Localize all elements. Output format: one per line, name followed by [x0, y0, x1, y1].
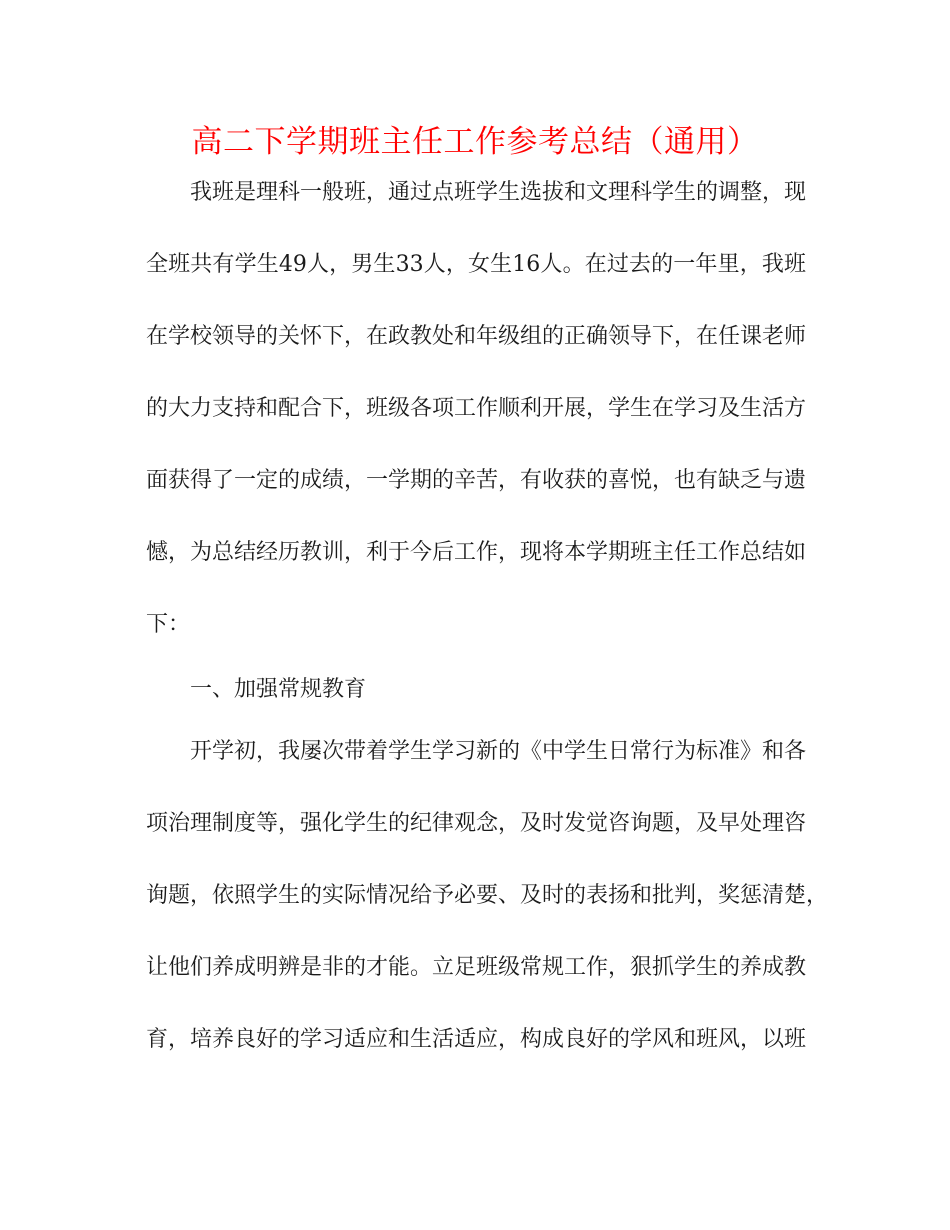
paragraph-line: 我班是理科一般班，通过点班学生选拔和文理科学生的调整，现 [190, 180, 807, 205]
paragraph-line: 育，培养良好的学习适应和生活适应，构成良好的学风和班风，以班 [146, 1027, 807, 1052]
document-title: 高二下学期班主任工作参考总结（通用） [191, 124, 759, 160]
paragraph-line: 面获得了一定的成绩，一学期的辛苦，有收获的喜悦，也有缺乏与遗 [146, 468, 807, 493]
paragraph-line: 开学初，我屡次带着学生学习新的《中学生日常行为标准》和各 [190, 739, 807, 764]
paragraph-line: 项治理制度等，强化学生的纪律观念，及时发觉咨询题，及早处理咨 [146, 811, 807, 836]
paragraph-line: 下： [146, 612, 191, 637]
paragraph-line: 让他们养成明辨是非的才能。立足班级常规工作，狠抓学生的养成教 [146, 955, 807, 980]
section-heading: 一、加强常规教育 [190, 677, 367, 702]
paragraph-line: 的大力支持和配合下，班级各项工作顺利开展，学生在学习及生活方 [146, 396, 807, 421]
paragraph-line: 在学校领导的关怀下，在政教处和年级组的正确领导下，在任课老师 [146, 324, 807, 349]
paragraph-line: 询题，依照学生的实际情况给予必要、及时的表扬和批判，奖惩清楚， [146, 883, 829, 908]
paragraph-line: 憾，为总结经历教训，利于今后工作，现将本学期班主任工作总结如 [146, 540, 807, 565]
paragraph-line: 全班共有学生49人，男生33人，女生16人。在过去的一年里，我班 [146, 252, 806, 277]
